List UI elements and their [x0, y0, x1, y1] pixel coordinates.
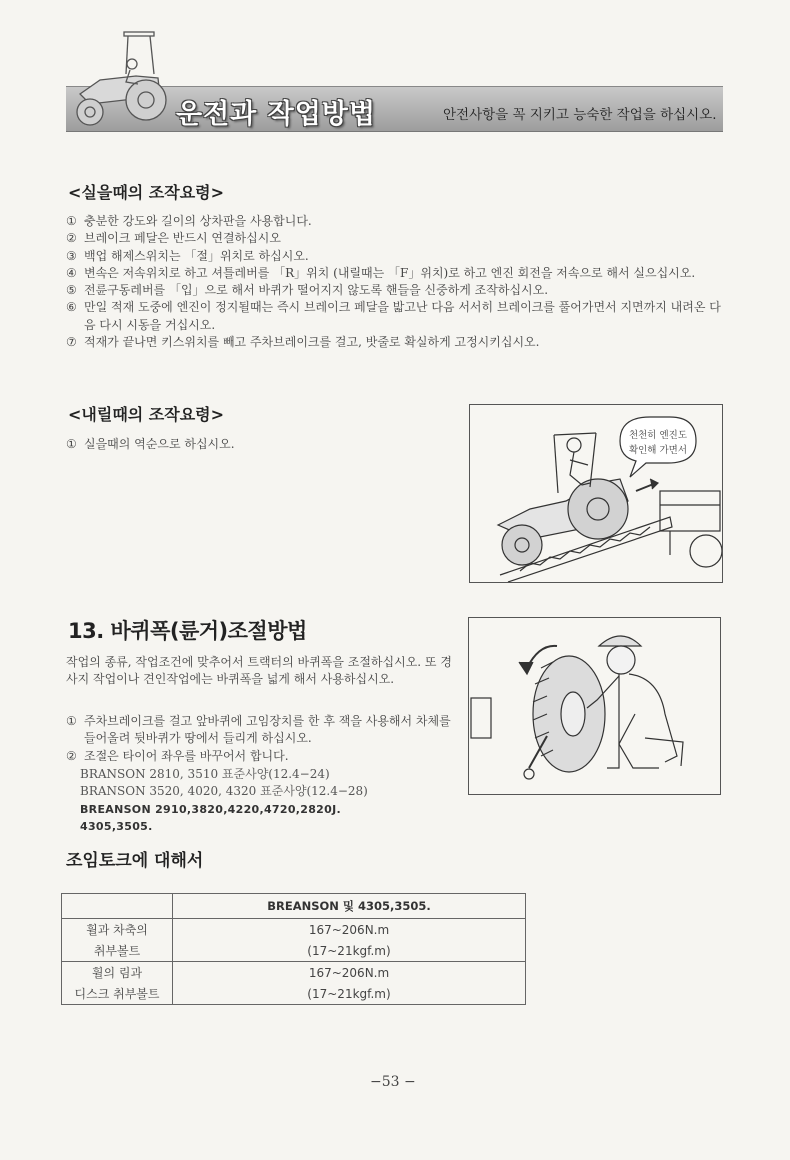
header-title: 운전과 작업방법 [176, 99, 376, 130]
table-header-empty [62, 894, 173, 919]
header-slogan: 안전사항을 꼭 지키고 능숙한 작업을 하십시오. [443, 107, 717, 123]
loading-list [66, 213, 724, 351]
table-cell: 휠의 림과 [62, 962, 173, 984]
ramp-loading-figure [469, 404, 723, 583]
wheel-adjust-illustration [469, 618, 720, 794]
spec-line: BRANSON 2810, 3510 표준사양(12.4−24) [80, 767, 330, 781]
unloading-list [66, 436, 446, 453]
section-13-paragraph: 작업의 종류, 작업조건에 맞추어서 트랙터의 바퀴폭을 조절하십시오. 또 경사지 작업이나 견인작업에는 바퀴폭을 넓게 해서 사용하십시오. [66, 655, 452, 687]
list-item [66, 265, 724, 282]
item-text: 변속은 저속위치로 하고 셔틀레버를 「R」위치 (내릴때는 「F」위치)로 하고 엔진 회전을 저속으로 해서 실으십시오. [84, 265, 696, 280]
list-item [66, 748, 456, 765]
item-number: ③ [66, 248, 77, 263]
table-row [62, 962, 526, 984]
item-number: ④ [66, 265, 77, 280]
speech-text-1: 천천히 엔진도 [628, 430, 688, 441]
table-cell: 167~206N.m [173, 962, 526, 984]
table-row [62, 940, 526, 962]
page-number: −53 − [370, 1074, 416, 1090]
table-cell: 디스크 취부볼트 [62, 983, 173, 1005]
list-item [66, 334, 724, 351]
list-item [66, 436, 446, 453]
item-text: 실을때의 역순으로 하십시오. [84, 437, 235, 451]
table-cell: 취부볼트 [62, 940, 173, 962]
item-text: 적재가 끝나면 키스위치를 빼고 주차브레이크를 걸고, 밧줄로 확실하게 고정시키십시오. [84, 335, 540, 350]
spec-line-bold: BREANSON 2910,3820,4220,4720,2820J. [80, 802, 341, 816]
spec-line-bold: 4305,3505. [80, 819, 153, 833]
tractor-ramp-illustration [470, 405, 722, 582]
item-number: ① [66, 714, 77, 728]
item-number: ② [66, 231, 77, 246]
item-number: ① [66, 437, 77, 451]
section-13-list [66, 713, 456, 765]
item-number: ⑤ [66, 283, 77, 298]
list-item [66, 282, 724, 299]
item-text: 전륜구동레버를 「입」으로 해서 바퀴가 떨어지지 않도록 핸들을 신중하게 조작하십시오. [84, 283, 549, 298]
item-number: ⑦ [66, 335, 77, 350]
list-item [66, 230, 724, 247]
item-number: ② [66, 748, 77, 763]
loading-title: <실을때의 조작요령> [68, 183, 225, 202]
section-13-title: 13. 바퀴폭(륜거)조절방법 [68, 619, 307, 643]
speech-text-2: 확인해 가면서 [628, 445, 688, 456]
item-text: 브레이크 페달은 반드시 연결하십시오 [84, 231, 281, 246]
list-item [66, 299, 724, 334]
item-number: ① [66, 214, 77, 228]
item-text: 만일 적재 도중에 엔진이 정지될때는 즉시 브레이크 페달을 밟고난 다음 서서히 브레이크를 풀어가면서 지면까지 내려온 다음 다시 시동을 거십시오. [84, 300, 721, 332]
unloading-title: <내릴때의 조작요령> [68, 405, 225, 424]
table-row [62, 983, 526, 1005]
item-text: 충분한 강도와 길이의 상차판을 사용합니다. [84, 214, 312, 228]
wheel-adjust-figure [468, 617, 721, 795]
item-text: 백업 해제스위치는 「절」위치로 하십시오. [84, 248, 309, 263]
spec-lines [80, 766, 368, 835]
table-header-row [62, 894, 526, 919]
tractor-logo [60, 26, 170, 132]
table-row [62, 919, 526, 941]
list-item [66, 248, 724, 265]
list-item [66, 713, 456, 748]
item-number: ⑥ [66, 300, 77, 315]
item-text: 조절은 타이어 좌우를 바꾸어서 합니다. [84, 748, 289, 763]
torque-title: 조임토크에 대해서 [66, 851, 204, 871]
table-cell: 휠과 차축의 [62, 919, 173, 941]
spec-line: BRANSON 3520, 4020, 4320 표준사양(12.4−28) [80, 784, 368, 799]
table-cell: (17~21kgf.m) [173, 983, 526, 1005]
table-header: BREANSON 및 4305,3505. [173, 894, 526, 919]
table-cell: (17~21kgf.m) [173, 940, 526, 962]
torque-table [61, 893, 526, 1005]
item-text: 주차브레이크를 걸고 앞바퀴에 고임장치를 한 후 잭을 사용해서 차체를 들어올려 뒷바퀴가 땅에서 들리게 하십시오. [84, 714, 451, 746]
list-item [66, 213, 724, 230]
table-cell: 167~206N.m [173, 919, 526, 941]
